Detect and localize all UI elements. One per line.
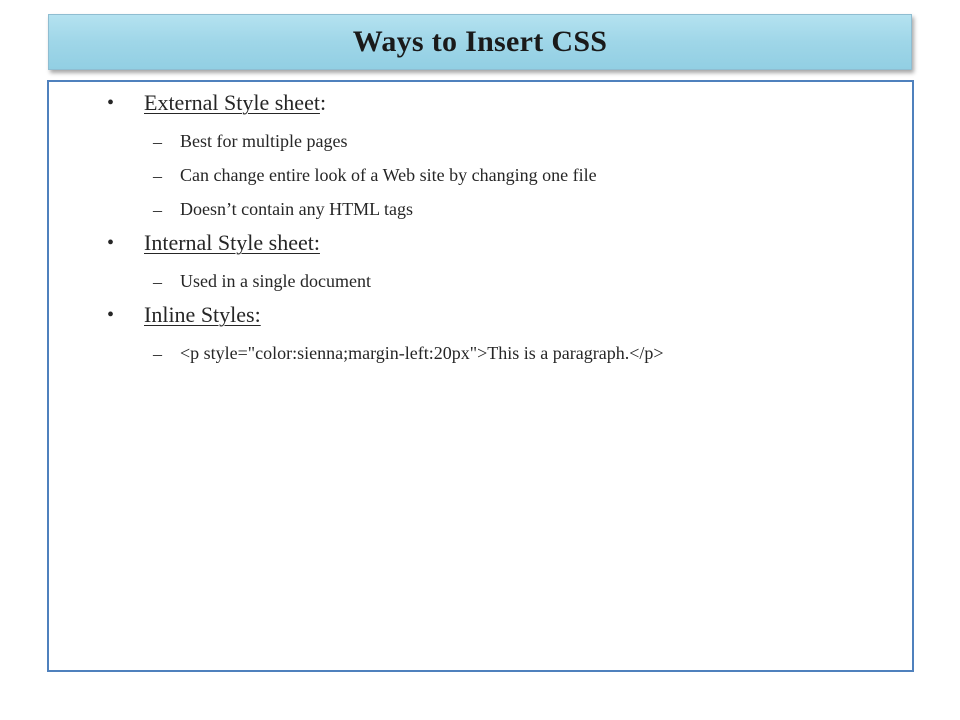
bullet-heading-label: Internal Style sheet: [144, 230, 320, 255]
dash-icon: – [153, 166, 162, 186]
slide-title-bar [48, 14, 912, 70]
slide-title: Ways to Insert CSS [352, 25, 608, 58]
sub-item: Can change entire look of a Web site by changing one file [180, 165, 597, 185]
slide-content-box [47, 80, 914, 672]
bullet-heading-label: External Style sheet [144, 90, 320, 115]
dash-icon: – [153, 272, 162, 292]
bullet-heading-label: Inline Styles: [144, 302, 261, 327]
bullet-icon: • [107, 304, 115, 326]
bullet-icon: • [107, 232, 115, 254]
sub-item-code-example: <p style="color:sienna;margin-left:20px">This is a paragraph.</p> [180, 343, 664, 363]
bullet-icon: • [107, 92, 115, 114]
bullet-heading-suffix: : [319, 90, 327, 115]
sub-item: Doesn’t contain any HTML tags [180, 199, 413, 219]
dash-icon: – [153, 132, 162, 152]
sub-item: Used in a single document [180, 271, 371, 291]
dash-icon: – [153, 200, 162, 220]
bullet-heading-inline [144, 302, 261, 328]
sub-item: Best for multiple pages [180, 131, 348, 151]
bullet-heading-external [144, 90, 326, 116]
dash-icon: – [153, 344, 162, 364]
bullet-heading-internal [144, 230, 320, 256]
